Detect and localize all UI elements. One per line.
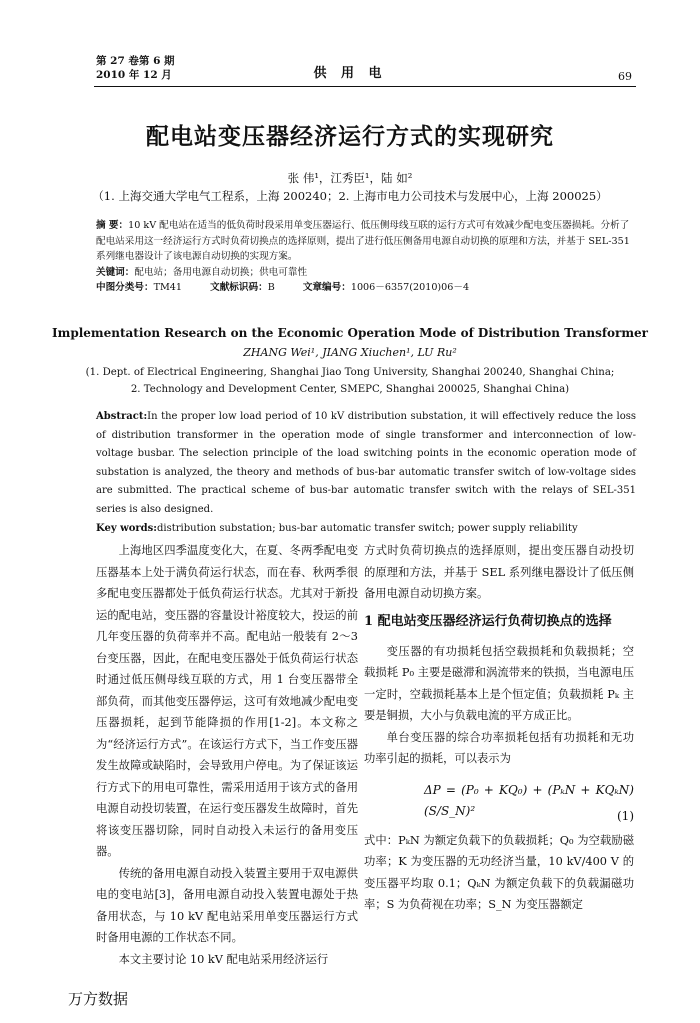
english-affiliation-line-1: (1. Dept. of Electrical Engineering, Shanghai Jiao Tong University, Shanghai 200240, Shanghai China; <box>85 367 615 378</box>
affiliation: （1. 上海交通大学电气工程系，上海 200240；2. 上海市电力公司技术与发展中心，上海 200025） <box>92 189 608 203</box>
classification-line <box>96 280 636 296</box>
article-number-label: 文章编号： <box>302 282 351 293</box>
body-paragraph: 本文主要讨论 10 kV 配电站采用经济运行 <box>118 952 329 966</box>
journal-name: 供 用 电 <box>313 66 387 81</box>
volume-issue: 第 27 卷第 6 期 <box>96 55 175 67</box>
abstract-label: 摘 要： <box>96 220 129 231</box>
english-keywords <box>96 520 636 539</box>
body-column-right <box>364 540 634 916</box>
body-paragraph: 变压器的有功损耗包括空载损耗和负载损耗；空载损耗 P₀ 主要是磁滞和涡流带来的铁损，当电源电压一定时，空载损耗基本上是个恒定值；负载损耗 Pₖ 主要是铜损，大小与负载电流的平方成正比。 <box>364 644 634 722</box>
doc-code-value: B <box>267 282 275 293</box>
keywords-label: 关键词： <box>96 266 135 278</box>
authors: 张 伟¹，江秀臣¹，陆 如² <box>287 171 413 185</box>
header-rule <box>94 86 636 87</box>
english-affiliation <box>0 364 700 398</box>
equation-expression: ΔP = (P₀ + KQ₀) + (PₖN + KQₖN)(S/S_N)² <box>424 782 634 818</box>
english-authors: ZHANG Wei¹, JIANG Xiuchen¹, LU Ru² <box>243 346 457 359</box>
page-number: 69 <box>618 70 632 83</box>
body-column-left <box>96 540 358 970</box>
english-abstract <box>96 408 636 520</box>
body-paragraph: 单台变压器的综合功率损耗包括有功损耗和无功功率引起的损耗，可以表示为 <box>364 730 634 765</box>
english-title: Implementation Research on the Economic Operation Mode of Distribution Transformer <box>52 326 648 340</box>
english-abstract-text: In the proper low load period of 10 kV distribution substation, it will effectively reduce the loss of distribution transformer in the operation mode of single transformer and interconnection of low-voltage busbar. The selection principle of the load switching points in the economic operation mode of substation is analyzed, the theory and methods of bus-bar automatic transfer switch of low-voltage sides are submitted. The practical scheme of bus-bar automatic transfer switch with the relays of SEL-351 series is also designed. <box>96 411 636 515</box>
footer-watermark: 万方数据 <box>68 990 129 1008</box>
equation-number: (1) <box>617 808 634 823</box>
english-keywords-text: distribution substation; bus-bar automatic transfer switch; power supply reliability <box>157 522 578 534</box>
chinese-keywords <box>96 265 636 281</box>
english-affiliation-line-2: 2. Technology and Development Center, SMEPC, Shanghai 200025, Shanghai China) <box>130 384 570 395</box>
body-paragraph: 传统的备用电源自动投入装置主要用于双电源供电的变电站[3]，备用电源自动投入装置电源处于热备用状态，与 10 kV 配电站采用单变压器运行方式时备用电源的工作状态不同。 <box>96 866 358 944</box>
body-paragraph: 式中：PₖN 为额定负载下的负载损耗；Q₀ 为空载励磁功率；K 为变压器的无功经济当量，10 kV/400 V 的变压器平均取 0.1；QₖN 为额定负载下的负载漏磁功率；S 为负荷视在功率；S_N 为变压器额定 <box>364 833 634 911</box>
section-1-heading: 1 配电站变压器经济运行负荷切换点的选择 <box>364 613 612 629</box>
chinese-abstract-block <box>96 218 636 296</box>
abstract-text: 10 kV 配电站在适当的低负荷时段采用单变压器运行、低压侧母线互联的运行方式可有效减少配电变压器损耗。分析了配电站采用这一经济运行方式时负荷切换点的选择原则，提出了进行低压侧备用电源自动切换的原理和方法，并基于 SEL-351 系列继电器设计了该电源自动切换的实现方案。 <box>96 220 630 262</box>
english-keywords-label: Key words: <box>96 522 157 534</box>
class-label: 中图分类号： <box>96 282 154 293</box>
article-number-value: 1006－6357(2010)06－4 <box>350 282 470 293</box>
keywords-text: 配电站；备用电源自动切换；供电可靠性 <box>134 266 308 278</box>
paper-title: 配电站变压器经济运行方式的实现研究 <box>146 123 554 150</box>
body-paragraph: 方式时负荷切换点的选择原则，提出变压器自动投切的原理和方法，并基于 SEL 系列继电器设计了低压侧备用电源自动切换方案。 <box>364 544 634 600</box>
english-abstract-label: Abstract: <box>96 411 148 422</box>
english-abstract-block <box>96 408 636 538</box>
issue-date: 2010 年 12 月 <box>96 69 172 81</box>
chinese-abstract <box>96 218 636 265</box>
class-value: TM41 <box>153 282 182 293</box>
equation-1 <box>364 770 634 823</box>
doc-code-label: 文献标识码： <box>210 282 268 293</box>
body-paragraph: 上海地区四季温度变化大，在夏、冬两季配电变压器基本上处于满负荷运行状态，而在春、秋两季很多配电变压器都处于低负荷运行状态。尤其对于新投运的配电站，变压器的容量设计裕度较大，投运的前几年变压器的负荷率并不高。配电站一般装有 2～3 台变压器，因此，在配电变压器处于低负荷运行状态时通过低压侧母线互联的方式，用 1 台变压器带全部负荷，而其他变压器停运，这可有效地减少配电变压器损耗，起到节能降损的作用[1-2]。本文称之为“经济运行方式”。在该运行方式下，当工作变压器发生故障或缺陷时，会导致用户停电。为了保证该运行方式下的用电可靠性，需采用适用于该方式的备用电源自动投切装置，在运行变压器发生故障时，首先将该变压器切除，同时自动投入未运行的备用变压器。 <box>96 544 358 858</box>
